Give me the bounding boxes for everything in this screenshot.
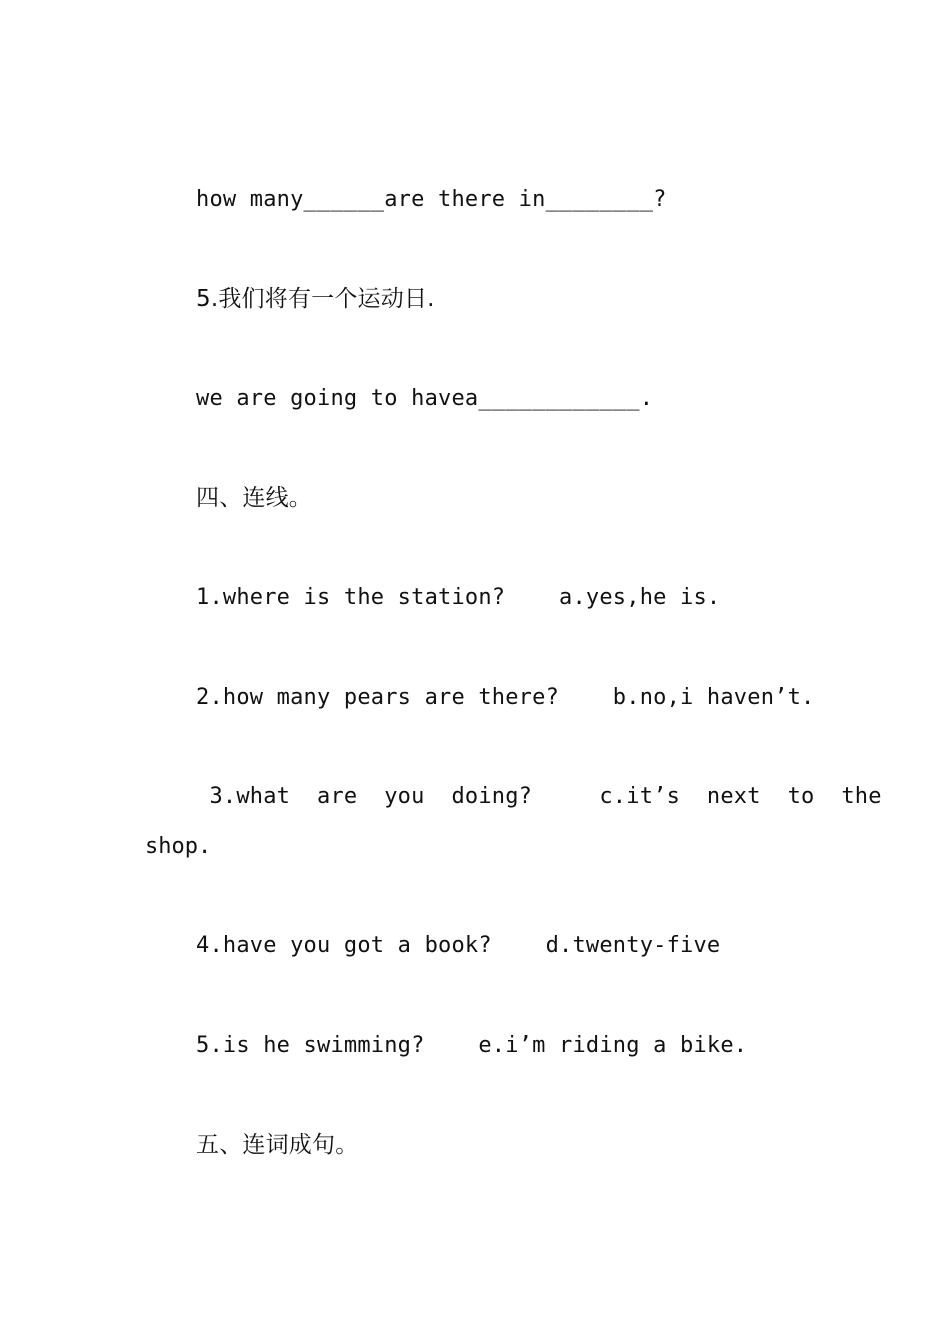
matching-item-4: 4.have you got a book? d.twenty-five: [196, 933, 721, 958]
question-5-chinese: 5.我们将有一个运动日.: [196, 286, 435, 312]
matching-item-3-continued: shop.: [145, 834, 212, 859]
matching-item-3: 3.what are you doing? c.it’s next to the: [196, 784, 882, 809]
fill-blank-line-sports-day: we are going to havea____________.: [196, 386, 654, 411]
matching-item-1: 1.where is the station? a.yes,he is.: [196, 585, 721, 610]
section-heading-matching: 四、连线。: [196, 485, 312, 511]
fill-blank-line-how-many: how many______are there in________?: [196, 187, 667, 212]
section-heading-sentence-building: 五、连词成句。: [196, 1132, 359, 1158]
matching-item-2: 2.how many pears are there? b.no,i haven’t.: [196, 685, 815, 710]
matching-item-5: 5.is he swimming? e.i’m riding a bike.: [196, 1033, 748, 1058]
